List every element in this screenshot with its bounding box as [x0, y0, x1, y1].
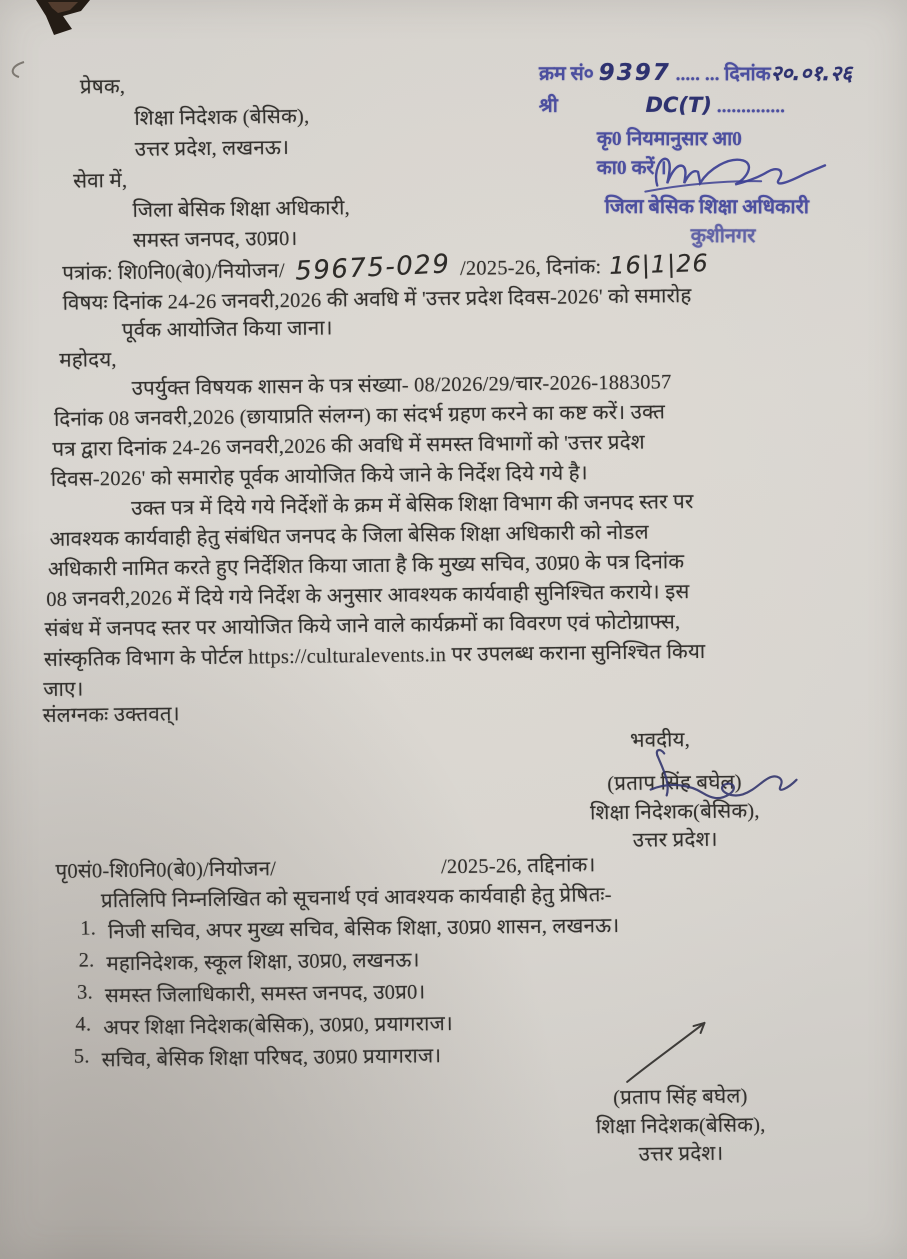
endorsement-ref: पृ0सं0-शि0नि0(बे0)/नियोजन/	[55, 858, 277, 883]
stamp-dots: ..............	[716, 96, 786, 118]
closing-word: भवदीय,	[629, 729, 691, 752]
reference-middle: /2025-26, दिनांक:	[459, 256, 602, 280]
list-item	[74, 1041, 442, 1073]
signatory-name: (प्रताप सिंह बघेल)	[607, 771, 742, 796]
list-item-text: अपर शिक्षा निदेशक(बेसिक), उ0प्र0, प्रयागराज।	[103, 1013, 454, 1040]
subject-line1: विषयः दिनांक 24-26 जनवरी,2026 की अवधि में 'उत्तर प्रदेश दिवस-2026' को समारोह	[62, 285, 692, 315]
para1-line2: दिनांक 08 जनवरी,2026 (छायाप्रति संलग्न) का संदर्भ ग्रहण करने का कष्ट करें। उक्त	[53, 401, 666, 431]
signature-scribble-1	[636, 744, 817, 816]
recipient-line2: समस्त जनपद, उ0प्र0।	[132, 227, 298, 252]
stamp-office-name: जिला बेसिक शिक्षा अधिकारी	[604, 195, 809, 219]
stamp-shri-line	[539, 91, 852, 119]
endorsement-ref-suffix: /2025-26, तद्दिनांक।	[440, 854, 596, 879]
sender-line1: शिक्षा निदेशक (बेसिक),	[134, 105, 310, 130]
sender-line2: उत्तर प्रदेश, लखनऊ।	[134, 136, 290, 161]
para2-line1: उक्त पत्र में दिये गये निर्देशों के क्रम में बेसिक शिक्षा विभाग की जनपद स्तर पर	[131, 491, 694, 520]
signatory-region: उत्तर प्रदेश।	[632, 828, 718, 852]
signatory-designation: शिक्षा निदेशक(बेसिक),	[589, 799, 760, 824]
stamp-dots: ..... ...	[675, 63, 720, 86]
reference-prefix: पत्रांक: शि0नि0(बे0)/नियोजन/	[62, 260, 285, 285]
list-item-number: 3.	[76, 981, 93, 1004]
list-item	[79, 945, 420, 977]
signature-scribble-stamp	[639, 143, 840, 205]
para1-line3: पत्र द्वारा दिनांक 24-26 जनवरी,2026 की अवधि में समस्त विभागों को 'उत्तर प्रदेश	[52, 431, 645, 461]
list-item-text: समस्त जिलाधिकारी, समस्त जनपद, उ0प्र0।	[104, 981, 426, 1008]
sender-label: प्रेषक,	[79, 75, 126, 99]
stamp-serial-label: क्रम सं०	[538, 63, 594, 85]
para2-line3: अधिकारी नामित करते हुए निर्देशित किया जाता है कि मुख्य सचिव, उ0प्र0 के पत्र दिनांक	[47, 551, 685, 581]
endorsement-ref-gap	[276, 873, 441, 875]
list-item-number: 2.	[78, 949, 95, 972]
para2-line4: 08 जनवरी,2026 में दिये गये निर्देश के अनुसार आवश्यक कार्यवाही सुनिश्चित कराये। इस	[46, 581, 690, 611]
stamp-shri-label: श्री	[538, 95, 558, 117]
list-item-number: 5.	[73, 1045, 90, 1068]
recipient-line1: जिला बेसिक शिक्षा अधिकारी,	[132, 197, 351, 222]
stamp-serial-line	[539, 59, 852, 88]
recipient-label: सेवा में,	[73, 169, 128, 193]
list-item-text: निजी सचिव, अपर मुख्य सचिव, बेसिक शिक्षा, उ0प्र0 शासन, लखनऊ।	[107, 914, 620, 944]
stamp-instruction-line1: कृ0 नियमानुसार आ0	[596, 128, 742, 151]
signatory-designation: शिक्षा निदेशक(बेसिक),	[595, 1113, 766, 1138]
list-item-text: सचिव, बेसिक शिक्षा परिषद, उ0प्र0 प्रयागराज।	[101, 1045, 442, 1072]
enclosure-line: संलग्नकः उक्तवत्।	[42, 703, 180, 728]
reference-date-handwritten: 16|1|26	[608, 248, 710, 280]
signatory-name: (प्रताप सिंह बघेल)	[613, 1085, 748, 1110]
signatory-region: उत्तर प्रदेश।	[638, 1142, 724, 1166]
signatory-block-2	[560, 1082, 801, 1170]
para2-line6: सांस्कृतिक विभाग के पोर्टल https://culturalevents.in पर उपलब्ध कराना सुनिश्चित किया	[43, 640, 706, 671]
para2-line7: जाए।	[43, 678, 84, 702]
endorsement-ref-line	[55, 850, 595, 885]
stamp-date-handwritten: २०.०१.२६	[770, 61, 853, 86]
subject-line2: पूर्वक आयोजित किया जाना।	[121, 317, 333, 343]
reference-number-handwritten: 59675-029	[294, 249, 451, 287]
list-item-text: महानिदेशक, स्कूल शिक्षा, उ0प्र0, लखनऊ।	[106, 949, 420, 976]
list-item	[77, 977, 426, 1009]
copy-to-line: प्रतिलिपि निम्नलिखित को सूचनार्थ एवं आवश्यक कार्यवाही हेतु प्रेषितः-	[100, 884, 612, 913]
stamp-note-handwritten: DC(T)	[645, 92, 712, 118]
salutation: महोदय,	[59, 349, 117, 372]
list-item	[80, 911, 619, 946]
signature-stroke-2	[614, 1009, 725, 1090]
stamp-serial-handwritten: 9397	[598, 59, 671, 86]
stamp-date-label: दिनांक	[724, 64, 771, 86]
para1-line1: उपर्युक्त विषयक शासन के पत्र संख्या- 08/2026/29/चार-2026-1883057	[131, 371, 672, 400]
stamp-district-name: कुशीनगर	[690, 224, 756, 248]
para2-line5: संबंध में जनपद स्तर पर आयोजित किये जाने वाले कार्यक्रमों का विवरण एवं फोटोग्राफ्स,	[44, 611, 681, 641]
list-item-number: 4.	[75, 1013, 92, 1036]
list-item	[75, 1009, 453, 1042]
stamp-instruction-line2: का0 करें ।	[596, 157, 667, 179]
para1-line4: दिवस-2026' को समारोह पूर्वक आयोजित किये जाने के निर्देश दिये गये है।	[50, 462, 588, 491]
para2-line2: आवश्यक कार्यवाही हेतु संबंधित जनपद के जिला बेसिक शिक्षा अधिकारी को नोडल	[49, 521, 649, 551]
list-item-number: 1.	[80, 917, 97, 940]
